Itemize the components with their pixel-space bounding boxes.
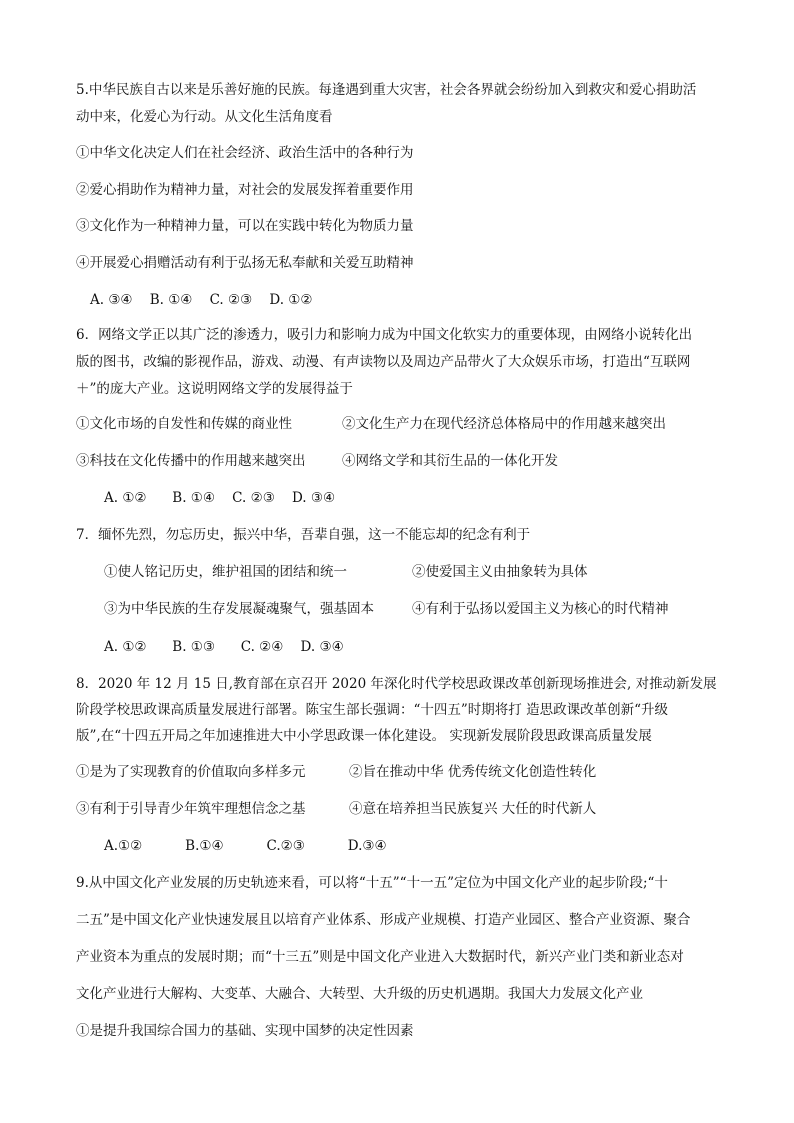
q8-option-3: ③有利于引导青少年筑牢理想信念之基 [76,801,306,817]
q9-stem-line-2: 二五”是中国文化产业快速发展且以培育产业体系、形成产业规模、打造产业园区、整合产业资源、聚合 [76,912,691,928]
q6-stem-line-1: 6．网络文学正以其广泛的渗透力，吸引力和影响力成为中国文化软实力的重要体现，由网络小说转化出 [76,327,693,343]
q6-option-2: ②文化生产力在现代经济总体格局中的作用越来越突出 [342,416,666,432]
q9-stem-line-4: 文化产业进行大解构、大变革、大融合、大转型、大升级的历史机遇期。我国大力发展文化产业 [76,986,643,1002]
q8-option-4: ④意在培养担当民族复兴 大任的时代新人 [349,801,597,817]
q6-option-3: ③科技在文化传播中的作用越来越突出 [76,453,306,469]
q8-option-1: ①是为了实现教育的价值取向多样多元 [76,764,306,780]
q6-option-4: ④网络文学和其衍生品的一体化开发 [342,453,558,469]
q9-option-1: ①是提升我国综合国力的基础、实现中国梦的决定性因素 [76,1023,414,1039]
q5-stem-line-2: 动中来，化爱心为行动。从文化生活角度看 [76,109,333,125]
q6-stem-line-3: ＋”的庞大产业。这说明网络文学的发展得益于 [76,381,353,397]
q5-option-4: ④开展爱心捐赠活动有利于弘扬无私奉献和关爱互助精神 [76,255,414,271]
q6-stem-line-2: 版的图书，改编的影视作品，游戏、动漫、有声读物以及周边产品带火了大众娱乐市场，打造出“互联网 [76,354,691,370]
q8-stem-line-1: 8．2020 年 12 月 15 日,教育部在京召开 2020 年深化时代学校思政课改革创新现场推进会, 对推动新发展 [76,676,717,692]
q5-choices: A. ③④ B. ①④ C. ②③ D. ①② [90,292,313,308]
q9-stem-line-1: 9.从中国文化产业发展的历史轨迹来看，可以将“十五”“十一五”定位为中国文化产业的起步阶段;“十 [76,875,668,891]
q5-option-1: ①中华文化决定人们在社会经济、政治生活中的各种行为 [76,145,414,161]
q7-choices: A. ①② B. ①③ C. ②④ D. ③④ [104,639,344,655]
q8-option-2: ②旨在推动中华 优秀传统文化创造性转化 [349,764,597,780]
q5-option-3: ③文化作为一种精神力量，可以在实践中转化为物质力量 [76,218,414,234]
q8-stem-line-3: 版”,在“十四五开局之年加速推进大中小学思政课一体化建设。 实现新发展阶段思政课高质量发展 [76,728,652,744]
q9-stem-line-3: 产业资本为重点的发展时期；而“十三五”则是中国文化产业进入大数据时代，新兴产业门类和新业态对 [76,949,684,965]
q7-stem-line-1: 7．缅怀先烈，勿忘历史，振兴中华，吾辈自强，这一不能忘却的纪念有利于 [76,527,531,543]
q6-choices: A. ①② B. ①④ C. ②③ D. ③④ [104,490,336,506]
q7-option-1: ①使人铭记历史，维护祖国的团结和统一 [104,564,347,580]
q5-stem-line-1: 5.中华民族自古以来是乐善好施的民族。每逢遇到重大灾害，社会各界就会纷纷加入到救灾和爱心捐助活 [76,82,697,98]
q8-stem-line-2: 阶段学校思政课高质量发展进行部署。陈宝生部长强调：“十四五”时期将打 造思政课改革创新“升级 [76,702,668,718]
q5-option-2: ②爱心捐助作为精神力量，对社会的发展发挥着重要作用 [76,182,414,198]
q7-option-4: ④有利于弘扬以爱国主义为核心的时代精神 [412,601,669,617]
q7-option-2: ②使爱国主义由抽象转为具体 [412,564,588,580]
q6-option-1: ①文化市场的自发性和传媒的商业性 [76,416,292,432]
q8-choices: A.①② B.①④ C.②③ D.③④ [104,838,387,854]
q7-option-3: ③为中华民族的生存发展凝魂聚气，强基固本 [104,601,374,617]
